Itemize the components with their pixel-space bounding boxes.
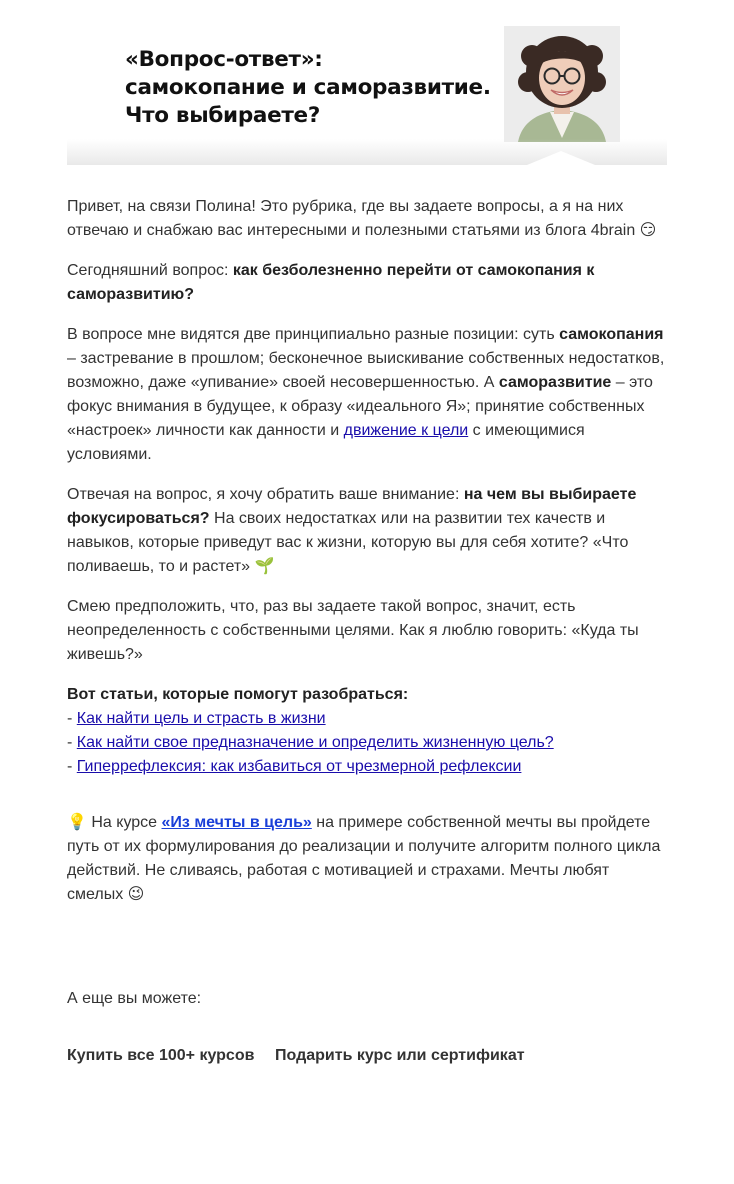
goals-paragraph [67,595,667,667]
course-text: На курсе [86,814,162,831]
spacer [67,923,667,987]
question-paragraph [67,259,667,307]
answer-paragraph [67,323,667,467]
goal-movement-link[interactable]: движение к цели [343,422,469,439]
list-bullet: - [67,758,77,775]
author-photo [504,26,620,142]
focus-text: На своих недостатках или на развитии тех качеств и навыков, которые приведут вас к жизни, которую вы для себя хотите? «Что поливаешь, то и растет» 🌱 [67,510,629,575]
answer-text: – это фокус внимания в будущее, к образу «идеального Я»; принятие собственных «настроек» личности как данности и [67,374,653,439]
header-banner [67,0,667,165]
bottom-actions [67,1040,667,1064]
focus-text: Отвечая на вопрос, я хочу обратить ваше внимание: [67,486,464,503]
focus-bold: на чем вы выбираете фокусироваться? [67,486,637,527]
article-link[interactable]: Гиперрефлексия: как избавиться от чрезмерной рефлексии [76,758,522,775]
course-link[interactable]: «Из мечты в цель» [161,814,312,831]
banner-title-line: Что выбираете? [125,103,321,128]
course-text: на примере собственной мечты вы пройдете путь от их формулирования до реализации и получите алгоритм полного цикла действий. Не сливаясь, работая с мотивацией и страхами. Мечты любят смелых 😉 [67,814,661,903]
list-item [67,755,667,779]
article-link[interactable]: Как найти цель и страсть в жизни [76,710,326,727]
focus-paragraph [67,483,667,579]
answer-bold: самокопания [559,326,664,343]
article-link[interactable]: Как найти свое предназначение и определить жизненную цель? [76,734,554,751]
list-item [67,731,667,755]
lightbulb-icon: 💡 [67,814,87,831]
list-item [67,707,667,731]
articles-heading: Вот статьи, которые помогут разобраться: [67,686,409,703]
intro-paragraph [67,195,667,243]
answer-bold: саморазвитие [498,374,612,391]
question-text: как безболезненно перейти от самокопания к саморазвитию? [67,262,595,303]
answer-text: с имеющимися условиями. [67,422,585,463]
spacer [67,779,667,811]
course-paragraph [67,811,667,907]
answer-text: – застревание в прошлом; бесконечное выискивание собственных недостатков, возможно, даже «упивание» своей несовершенностью. А [67,350,665,391]
question-lead: Сегодняшний вопрос: [67,262,233,279]
banner-title-line: «Вопрос-ответ»: [125,47,323,72]
list-bullet: - [67,734,77,751]
banner-title [125,46,505,130]
gift-course-link[interactable]: Подарить курс или сертификат [275,1047,525,1064]
goals-text: Смею предположить, что, раз вы задаете такой вопрос, значит, есть неопределенность с собственными целями. Как я люблю говорить: «Куда ты живешь?» [67,598,639,663]
articles-list [67,683,667,779]
intro-text: Привет, на связи Полина! Это рубрика, где вы задаете вопросы, а я на них отвечаю и снабжаю вас интересными и полезными статьями из блога 4brain 😏 [67,198,657,239]
list-bullet: - [67,710,77,727]
more-text: А еще вы можете: [67,990,202,1007]
letter-body [67,195,667,1027]
banner-title-line: самокопание и саморазвитие. [125,75,491,100]
answer-text: В вопросе мне видятся две принципиально разные позиции: суть [67,326,560,343]
more-paragraph [67,987,667,1011]
buy-all-courses-link[interactable]: Купить все 100+ курсов [67,1047,255,1064]
